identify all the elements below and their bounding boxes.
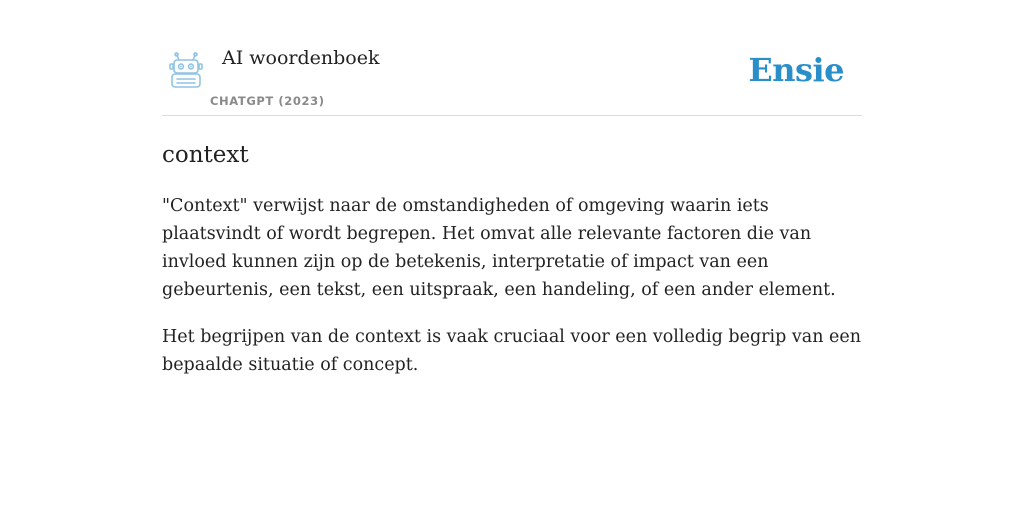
brand-logo[interactable]: Ensie [748, 51, 844, 89]
source-subtitle: CHATGPT (2023) [210, 94, 325, 108]
source-title[interactable]: AI woordenboek [222, 47, 380, 69]
robot-icon [166, 52, 206, 90]
source-header [162, 0, 862, 116]
content-container [162, 0, 862, 379]
definition-paragraph: "Context" verwijst naar de omstandigheden of omgeving waarin iets plaatsvindt of wordt begrepen. Het omvat alle relevante factoren die van invloed kunnen zijn op de betekenis, interpretatie of impact van een gebeurtenis, een tekst, een uitspraak, een handeling, of een ander element. [162, 196, 836, 300]
entry-term: context [162, 142, 249, 168]
definition-paragraph: Het begrijpen van de context is vaak cruciaal voor een volledig begrip van een bepaalde situatie of concept. [162, 327, 862, 375]
